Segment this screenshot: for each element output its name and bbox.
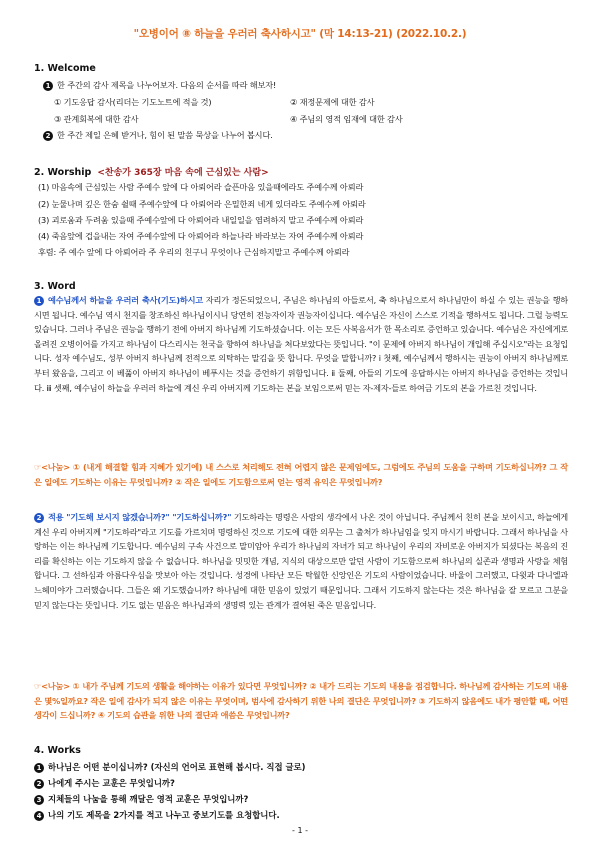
works-item (34, 761, 305, 773)
worship-heading-label: 2. Worship (34, 167, 92, 178)
welcome-item (54, 114, 138, 125)
item-text: 기도응답 감사(리더는 기도노트에 적을 것) (63, 97, 212, 107)
works-item (34, 777, 175, 789)
hymn-verse: (4) 죽음앞에 겁을내는 자여 주예수앞에 다 아뢰어라 하늘나라 바라보는 자여 주예수께 아뢰라 (38, 231, 364, 241)
item-text: 관계회복에 대한 감사 (63, 114, 139, 124)
bullet-icon: 1 (34, 296, 44, 306)
bullet-icon: 2 (43, 131, 53, 141)
works-item-text: 나에게 주시는 교훈은 무엇입니까? (48, 778, 175, 788)
item-number: ① (54, 97, 62, 107)
word-heading: 3. Word (34, 281, 76, 292)
hymn-chorus: 후렴: 주 예수 앞에 다 아뢰어라 주 우리의 친구니 무엇이나 근심하지말고 주예수께 아뢰라 (38, 247, 350, 257)
paragraph-2-body: 기도하라는 명령은 사람의 생각에서 나온 것이 아닙니다. 주님께서 친히 본을 보이시고, 하늘에게 계신 우리 아버지께 "기도하라"라고 기도를 가르치며 명령하신 것으로 기도에 대한 의무는 그 출처가 하나님임을 잊지 마시기 바랍니다. 그래서 하나님을 사랑하는 이는 하나님께 기도합니다. 예수님의 구속 사건으로 말미암아 우리가 하나님의 자녀가 되고 하나님이 우리의 자비로운 아버지가 되셨다는 복음의 진리를 확신하는 이는 기도하지 않을 수 없습니다. 하나님을 밋밋한 개념, 지식의 대상으로만 알던 사람이 기도함으로써 하나님의 실존과 생명과 사랑을 체험합니다. 그 선하심과 아름다우심을 맛보아 아는 것입니다. 성경에 나타난 모든 탁월한 신앙인은 기도의 사람이었습니다. 바울이 그러했고, 다윗과 다니엘과 느헤미야가 그러했습니다. 그들은 왜 기도했습니까? 하나님에 대한 믿음이 있었기 때문입니다. 그래서 기도하지 않는다는 것은 하나님을 잘 모르고 그분을 믿지 않는다는 뜻입니다. 기도 없는 믿음은 하나님과의 생명력 있는 관계가 결여된 죽은 믿음입니다. (34, 512, 569, 610)
sharing-question-1: ☞<나눔> ① (내게 해결할 힘과 지혜가 있기에) 내 스스로 처리해도 전혀 어렵지 않은 문제임에도, 그럼에도 주님의 도움을 구하며 기도하십니까? 그 작은 일에도 기도하는 이유는 무엇입니까? ② 작은 일에도 기도함으로써 얻는 영적 유익은 무엇입니까? (34, 462, 568, 487)
item-text: 재정문제에 대한 감사 (299, 97, 375, 107)
paragraph-1-lead: 예수님께서 하늘을 우러러 축사(기도)하시고 (48, 295, 203, 305)
bullet-icon: 1 (34, 763, 44, 773)
bullet-icon: 3 (34, 795, 44, 805)
works-item-text: 지체들의 나눔을 통해 깨달은 영적 교훈은 무엇입니까? (48, 794, 249, 804)
bullet-icon: 2 (34, 513, 44, 523)
bullet-icon: 2 (34, 779, 44, 789)
welcome-item (290, 114, 403, 125)
item-number: ② (290, 97, 298, 107)
page-number: - 1 - (292, 826, 308, 835)
hymn-title: <찬송가 365장 마음 속에 근심있는 사람> (97, 168, 269, 178)
welcome-line-1-text: 한 주간의 감사 제목을 나누어보자. 다음의 순서를 따라 해보자! (57, 80, 277, 90)
works-item-text: 나의 기도 제목을 2가지를 적고 나누고 중보기도를 요청합니다. (48, 810, 280, 820)
works-item-text: 하나님은 어떤 분이십니까? (자신의 언어로 표현해 봅시다. 직접 글로) (48, 762, 306, 772)
bullet-icon: 1 (43, 81, 53, 91)
works-item (34, 809, 280, 821)
hymn-verse: (2) 눈물나며 깊은 한숨 쉴때 주예수앞에 다 아뢰어라 은밀한죄 네게 있더라도 주예수께 아뢰라 (38, 199, 366, 209)
word-paragraph-1 (34, 293, 568, 395)
welcome-heading: 1. Welcome (34, 63, 96, 74)
sharing-question-2: ☞<나눔> ① 내가 주님께 기도의 생활을 해야하는 이유가 있다면 무엇입니까? ② 내가 드리는 기도의 내용을 점검합니다. 하나님께 감사하는 기도의 내용은 몇%일까요? 작은 일에 감사가 되지 않은 이유는 무엇이며, 범사에 감사하기 위한 나의 결단은 무엇입니까? ③ 기도하지 않음에도 내가 평안할 때, 어떤 생각이 드십니까? ④ 기도의 습관을 위한 나의 결단과 애씀은 무엇입니까? (34, 681, 568, 721)
paragraph-1-body: 자리가 정돈되었으니, 주님은 하나님의 아들로서, 축 하나님으로서 하나님만이 하실 수 있는 권능을 행하시면 됩니다. 예수님 역시 천지를 창조하신 하나님이시니 당연히 전능자이자 권능자이십니다. 예수님은 자신이 스스로 기적을 행하셔도 됩니다. 그럴 능력도 있습니다. 그러나 주님은 권능을 행하기 전에 아버지 하나님께 기도하셨습니다. 이는 모든 사복음서가 한 목소리로 증언하고 있습니다. 예수님은 자신에게로 올려진 오병이어를 가지고 하나님이 다스리시는 천국을 향하여 하나님을 쳐다보았다는 뜻입니다. "이 문제에 아버지 하나님이 개입해 주십시오"라는 요청입니다. 성자 예수님도, 성부 아버지 하나님께 전적으로 의탁하는 말김을 뜻 합니다. 무엇을 말합니까? ⅰ 첫째, 예수님께서 행하시는 권능이 아버지 하나님께로부터 왔음을, 그리고 이 베풂이 아버지 하나님이 베푸시는 것을 증언하기 위함입니다. ⅱ 둘째, 아들의 기도에 응답하시는 아버지 하나님을 증언하는 것입니다. ⅲ 셋째, 예수님이 하늘을 우러러 하늘에 계신 우리 아버지께 기도하는 본을 보임으로써 믿는 자-제자-들로 하여금 기도의 본을 가르친 것입니다. (34, 295, 568, 393)
paragraph-2-lead: 적용 "기도해 보시지 않겠습니까?" "기도하십니까?" (48, 512, 232, 522)
welcome-line-2-text: 한 주간 제일 은혜 받거나, 힘이 된 말씀 묵상을 나누어 봅시다. (57, 130, 273, 140)
item-text: 주님의 영적 임재에 대한 감사 (299, 114, 403, 124)
worship-heading (34, 165, 269, 178)
welcome-line-1 (43, 80, 276, 91)
bullet-icon: 4 (34, 811, 44, 821)
hymn-verse: (1) 마음속에 근심있는 사람 주예수 앞에 다 아뢰어라 슬픈마음 있을때에라도 주예수께 아뢰라 (38, 182, 364, 192)
item-number: ④ (290, 114, 298, 124)
item-number: ③ (54, 114, 62, 124)
welcome-item (290, 97, 374, 108)
hymn-verse: (3) 괴로움과 두려움 있을때 주예수앞에 다 아뢰어라 내일일을 염려하지 말고 주예수께 아뢰라 (38, 215, 364, 225)
welcome-line-2 (43, 130, 273, 141)
works-heading: 4. Works (34, 745, 81, 756)
word-paragraph-2 (34, 510, 568, 612)
works-item (34, 793, 248, 805)
welcome-item (54, 97, 211, 108)
document-title: "오병이어 ⑧ 하늘을 우러러 축사하시고" (막 14:13-21) (2022.10.2.) (133, 28, 467, 40)
